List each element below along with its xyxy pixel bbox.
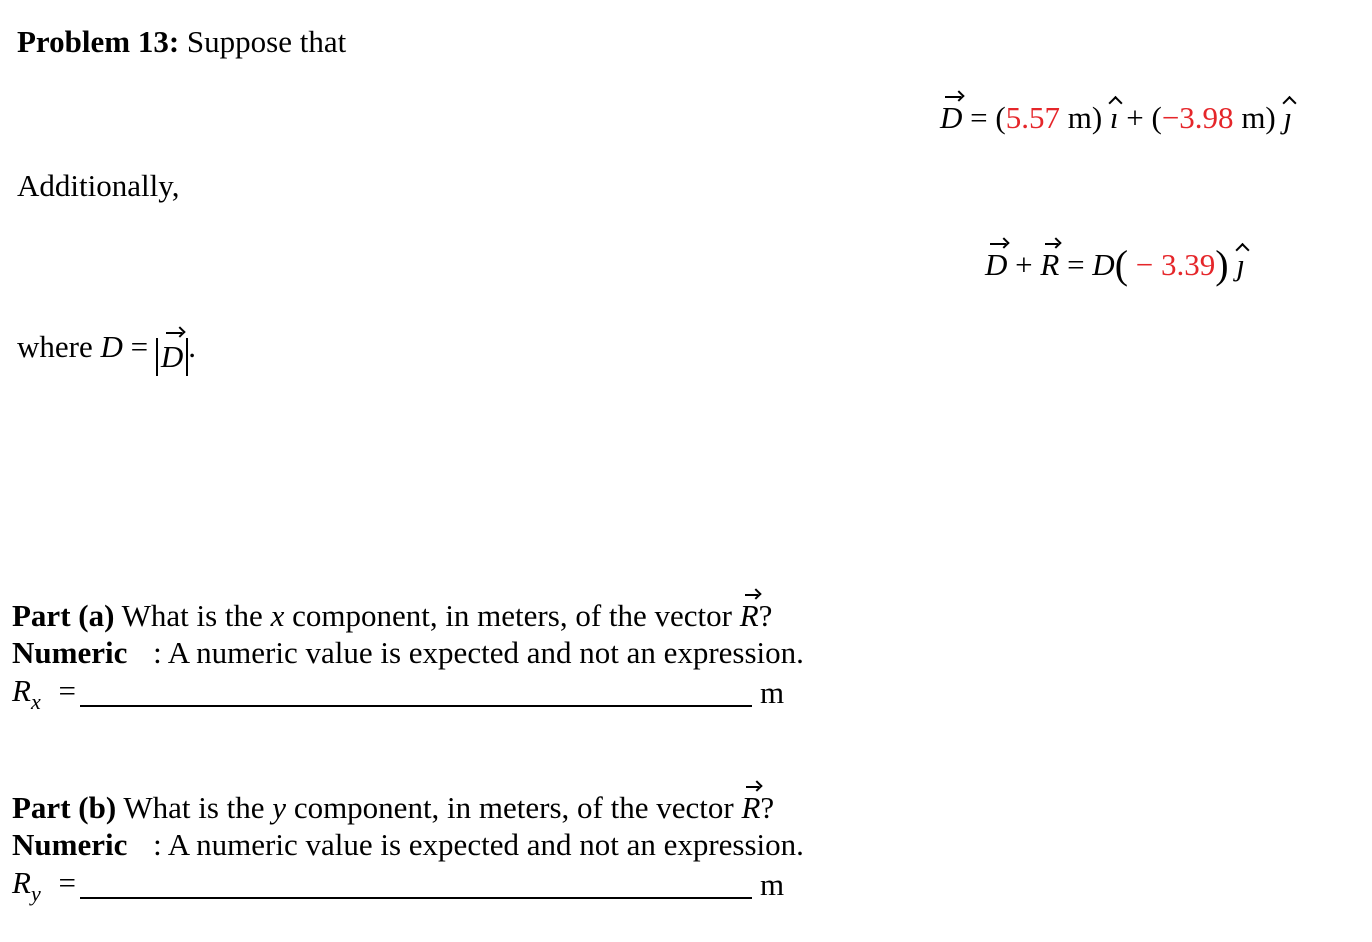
part-a-label: Part (a)	[12, 598, 115, 633]
sum-coefficient-value: − 3.39	[1135, 247, 1216, 282]
vector-d-symbol: D	[985, 247, 1008, 282]
part-b-question	[12, 792, 774, 823]
problem-heading-line	[17, 26, 346, 57]
equals-sign: =	[1067, 247, 1085, 282]
period: .	[188, 329, 196, 364]
additionally-text: Additionally,	[17, 168, 180, 203]
sum-vector-equation	[985, 242, 1245, 287]
equals-sign: =	[130, 329, 149, 364]
answer-variable-r: R	[12, 865, 31, 900]
y-component-value: −3.98	[1161, 100, 1234, 135]
magnitude-bars	[156, 338, 188, 376]
part-a-question-pre: What is the	[121, 598, 263, 633]
vector-d-symbol: D	[160, 339, 184, 374]
part-a-answer-type	[12, 637, 804, 668]
part-b-answer-variable	[12, 867, 76, 905]
open-paren: (	[995, 100, 1006, 135]
problem-intro: Suppose that	[186, 24, 347, 59]
part-a-answer-field[interactable]	[80, 705, 752, 707]
part-b-unit: m	[760, 867, 785, 902]
equals-sign: =	[58, 673, 76, 708]
plus-sign: +	[1126, 100, 1144, 135]
answer-type-description: : A numeric value is expected and not an expression.	[153, 635, 804, 670]
close-paren: )	[1215, 242, 1229, 287]
component-variable: x	[270, 598, 285, 633]
vector-r-symbol: R	[741, 790, 761, 825]
equals-sign: =	[970, 100, 988, 135]
equals-sign: =	[58, 865, 76, 900]
where-text: where	[17, 329, 93, 364]
given-vector-equation	[940, 102, 1292, 133]
part-a-answer-variable	[12, 675, 76, 713]
part-a-question-post: component, in meters, of the vector	[292, 598, 732, 633]
vector-r-symbol: R	[739, 598, 759, 633]
unit-meters: m)	[1241, 100, 1276, 135]
answer-variable-r: R	[12, 673, 31, 708]
x-component-value: 5.57	[1005, 100, 1060, 135]
vector-r-symbol: R	[1040, 247, 1060, 282]
open-paren: (	[1114, 242, 1129, 287]
part-b-label: Part (b)	[12, 790, 117, 825]
i-hat-icon: ı	[1109, 100, 1119, 135]
problem-number: Problem 13:	[17, 24, 180, 59]
component-variable: y	[272, 790, 287, 825]
scalar-d-symbol: D	[100, 329, 123, 364]
j-hat-icon: ȷ	[1283, 100, 1293, 135]
j-hat-icon: ȷ	[1236, 247, 1245, 282]
question-mark: ?	[758, 598, 773, 633]
answer-subscript: x	[30, 689, 41, 714]
answer-type-description: : A numeric value is expected and not an expression.	[153, 827, 804, 862]
open-paren: (	[1151, 100, 1162, 135]
answer-subscript: y	[30, 881, 41, 906]
part-b-question-post: component, in meters, of the vector	[293, 790, 734, 825]
scalar-d-symbol: D	[1092, 247, 1115, 282]
plus-sign: +	[1015, 247, 1033, 282]
magnitude-definition	[17, 331, 196, 376]
part-b-answer-field[interactable]	[80, 897, 752, 899]
part-b-question-pre: What is the	[123, 790, 265, 825]
part-a-question	[12, 600, 772, 631]
answer-type-label: Numeric	[12, 635, 128, 670]
question-mark: ?	[760, 790, 775, 825]
part-a-unit: m	[760, 675, 785, 710]
part-b-answer-type	[12, 829, 804, 860]
unit-meters: m)	[1067, 100, 1103, 135]
vector-d-symbol: D	[940, 100, 963, 135]
answer-type-label: Numeric	[12, 827, 128, 862]
